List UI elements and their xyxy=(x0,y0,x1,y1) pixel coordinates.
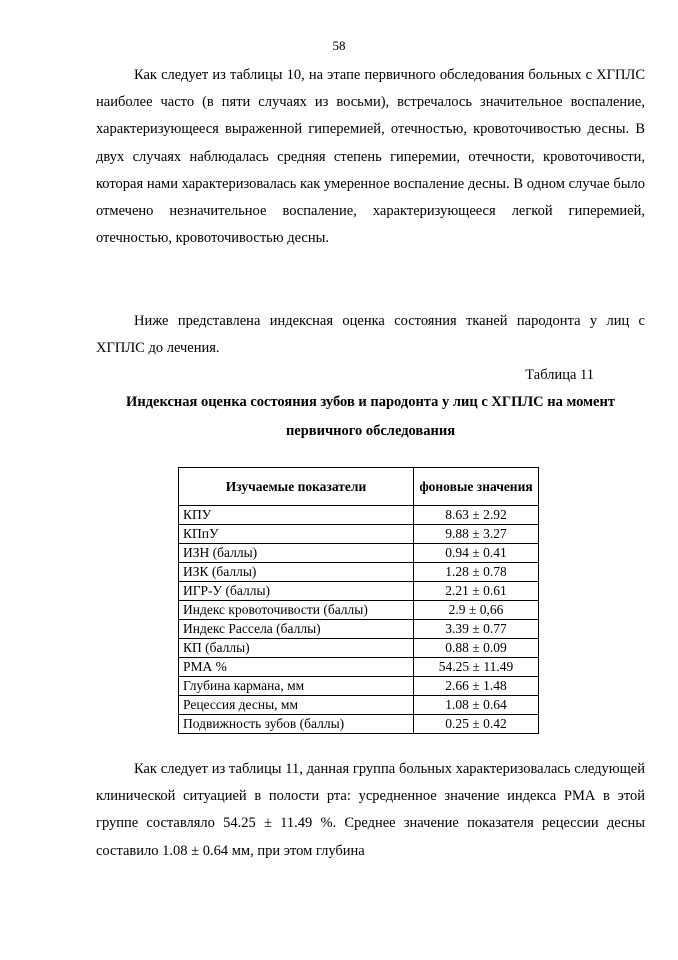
row-value: 9.88 ± 3.27 xyxy=(414,525,539,544)
table-row xyxy=(179,525,539,544)
row-parameter: Глубина кармана, мм xyxy=(179,677,414,696)
table-row xyxy=(179,620,539,639)
table-row xyxy=(179,544,539,563)
row-parameter: Индекс Рассела (баллы) xyxy=(179,620,414,639)
row-value: 3.39 ± 0.77 xyxy=(414,620,539,639)
row-parameter: ИГР-У (баллы) xyxy=(179,582,414,601)
table-row xyxy=(179,506,539,525)
row-value: 54.25 ± 11.49 xyxy=(414,658,539,677)
table-title: Индексная оценка состояния зубов и пародонта у лиц с ХГПЛС на момент первичного обследования xyxy=(126,394,615,439)
row-parameter: Рецессия десны, мм xyxy=(179,696,414,715)
table-row xyxy=(179,582,539,601)
row-value: 0.25 ± 0.42 xyxy=(414,715,539,734)
table-row xyxy=(179,696,539,715)
row-value: 2.21 ± 0.61 xyxy=(414,582,539,601)
row-parameter: Подвижность зубов (баллы) xyxy=(179,715,414,734)
row-value: 0.88 ± 0.09 xyxy=(414,639,539,658)
table-row xyxy=(179,658,539,677)
row-parameter: КПпУ xyxy=(179,525,414,544)
row-parameter: ИЗН (баллы) xyxy=(179,544,414,563)
row-value: 2.9 ± 0,66 xyxy=(414,601,539,620)
table-label: Таблица 11 xyxy=(525,367,594,383)
table-row xyxy=(179,639,539,658)
paragraph-table10-conclusion: Как следует из таблицы 10, на этапе первичного обследования больных с ХГПЛС наиболее часто (в пяти случаях из восьми), встречалось значительное воспаление, характеризующееся выраженной гиперемией, отечностью, кровоточивостью десны. В двух случаях наблюдалась средняя степень гиперемии, отечности, кровоточивости, которая нами характеризовалась как умеренное воспаление десны. В одном случае было отмечено незначительное воспаление, характеризующееся легкой гиперемией, отечностью, кровоточивостью десны. xyxy=(96,67,645,247)
index-assessment-table xyxy=(178,467,539,734)
table-row xyxy=(179,601,539,620)
row-parameter: Индекс кровоточивости (баллы) xyxy=(179,601,414,620)
header-parameters: Изучаемые показатели xyxy=(179,468,414,506)
row-value: 1.28 ± 0.78 xyxy=(414,563,539,582)
header-baseline-values: фоновые значения xyxy=(414,468,539,506)
row-parameter: РМА % xyxy=(179,658,414,677)
table-row xyxy=(179,715,539,734)
table-row xyxy=(179,563,539,582)
row-value: 1.08 ± 0.64 xyxy=(414,696,539,715)
table-header-row xyxy=(179,468,539,506)
paragraph-index-intro: Ниже представлена индексная оценка состояния тканей пародонта у лиц с ХГПЛС до лечения. xyxy=(96,313,645,357)
row-value: 2.66 ± 1.48 xyxy=(414,677,539,696)
row-parameter: КПУ xyxy=(179,506,414,525)
page-number: 58 xyxy=(332,38,346,53)
table-row xyxy=(179,677,539,696)
row-parameter: ИЗК (баллы) xyxy=(179,563,414,582)
row-value: 8.63 ± 2.92 xyxy=(414,506,539,525)
row-parameter: КП (баллы) xyxy=(179,639,414,658)
paragraph-table11-conclusion: Как следует из таблицы 11, данная группа больных характеризовалась следующей клинической ситуацией в полости рта: усредненное значение индекса РМА в этой группе составляло 54.25 ± 11.49 %. Среднее значение показателя рецессии десны составило 1.08 ± 0.64 мм, при этом глубина xyxy=(96,761,645,859)
row-value: 0.94 ± 0.41 xyxy=(414,544,539,563)
